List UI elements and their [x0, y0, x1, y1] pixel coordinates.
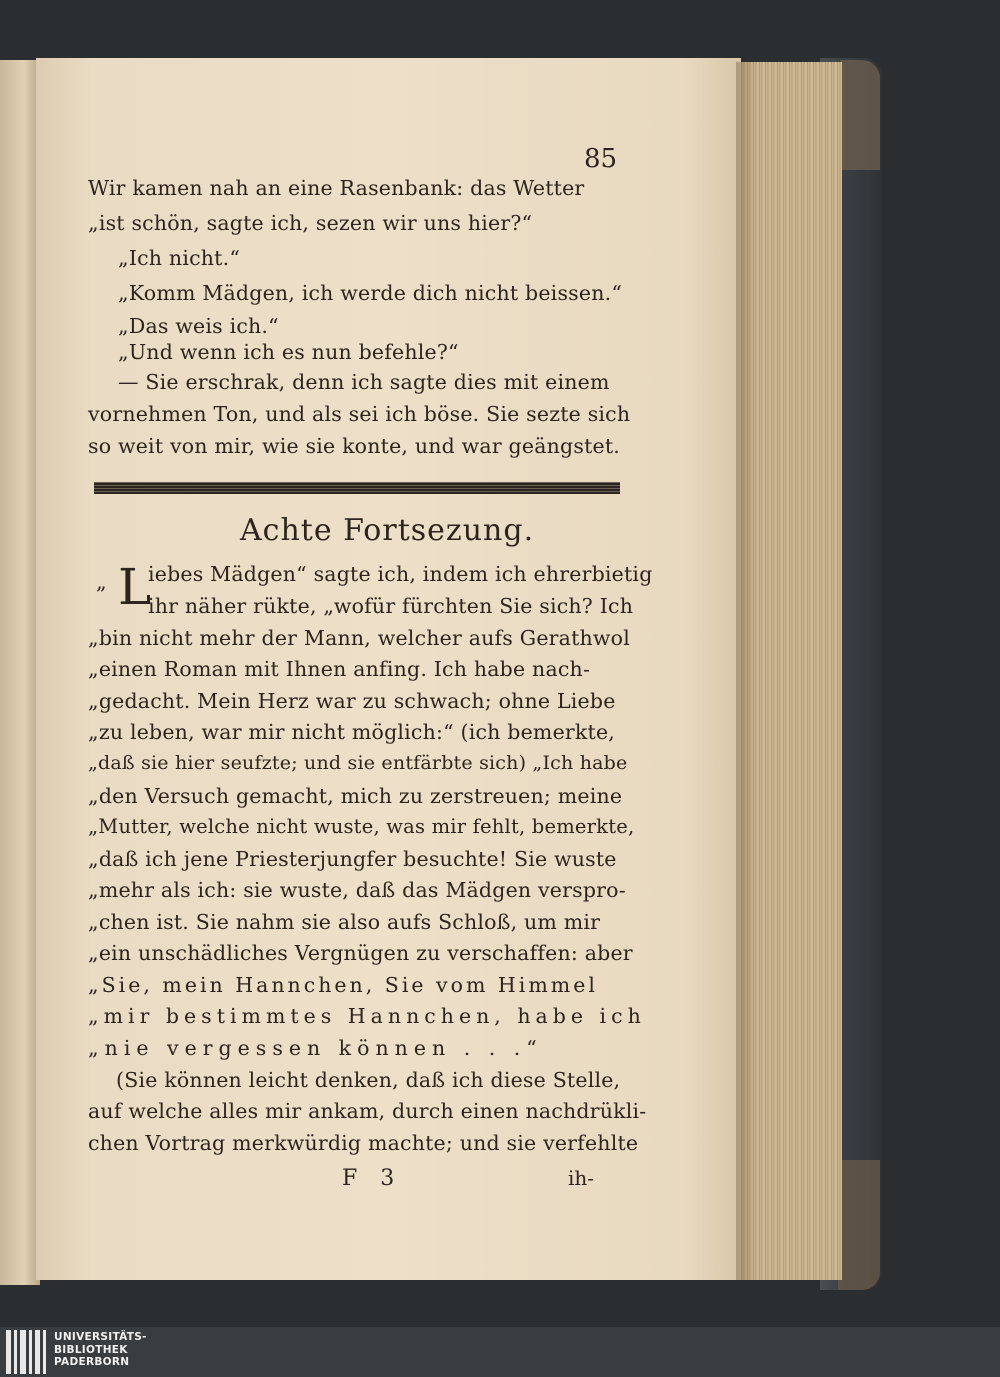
library-logo-text — [54, 1331, 147, 1369]
text-line: „Mutter, welche nicht wuste, was mir fehlt, bemerkte, — [88, 815, 635, 838]
text-line: „Komm Mädgen, ich werde dich nicht beissen.“ — [118, 281, 623, 305]
drop-cap-quote: „ — [96, 570, 107, 594]
text-line: „ein unschädliches Vergnügen zu verschaffen: aber — [88, 941, 633, 965]
logo-line: PADERBORN — [54, 1356, 130, 1368]
text-line: ihr näher rükte, „wofür fürchten Sie sich? Ich — [148, 594, 634, 618]
text-line: Wir kamen nah an eine Rasenbank: das Wetter — [88, 176, 585, 200]
drop-cap: L — [118, 558, 152, 616]
text-line: „gedacht. Mein Herz war zu schwach; ohne Liebe — [88, 689, 616, 713]
cover-corner-bottom — [838, 1160, 880, 1290]
text-line: „den Versuch gemacht, mich zu zerstreuen; meine — [88, 784, 623, 808]
section-heading: Achte Fortsezung. — [240, 513, 535, 548]
library-footer-bar — [0, 1327, 1000, 1377]
signature-mark: F 3 — [342, 1166, 403, 1191]
catchword: ih- — [568, 1166, 595, 1190]
text-line: chen Vortrag merkwürdig machte; und sie verfehlte — [88, 1131, 639, 1155]
text-line: „ist schön, sagte ich, sezen wir uns hier?“ — [88, 211, 533, 235]
text-line: „daß ich jene Priesterjungfer besuchte! Sie wuste — [88, 847, 617, 871]
library-logo-icon — [6, 1330, 48, 1374]
text-line: „nie vergessen können . . .“ — [88, 1036, 543, 1060]
text-line: „Und wenn ich es nun befehle?“ — [118, 340, 459, 364]
text-line: vornehmen Ton, und als sei ich böse. Sie sezte sich — [88, 402, 631, 426]
text-line: „zu leben, war mir nicht möglich:“ (ich bemerkte, — [88, 720, 616, 744]
logo-line: UNIVERSITÄTS- — [54, 1331, 147, 1343]
text-line: „einen Roman mit Ihnen anfing. Ich habe nach- — [88, 657, 591, 681]
text-line: iebes Mädgen“ sagte ich, indem ich ehrerbietig — [148, 562, 653, 586]
page-number: 85 — [584, 144, 618, 174]
text-line: „mir bestimmtes Hannchen, habe ich — [88, 1004, 646, 1028]
text-line: „bin nicht mehr der Mann, welcher aufs Gerathwol — [88, 626, 630, 650]
left-page-edge — [0, 60, 40, 1285]
cover-corner-top — [840, 60, 880, 170]
text-line: (Sie können leicht denken, daß ich diese Stelle, — [116, 1068, 621, 1092]
text-line: „mehr als ich: sie wuste, daß das Mädgen verspro- — [88, 878, 626, 902]
text-line: „Das weis ich.“ — [118, 314, 279, 338]
text-line: auf welche alles mir ankam, durch einen nachdrükli- — [88, 1099, 647, 1123]
page-edge-shadow — [736, 62, 756, 1280]
text-line: „Sie, mein Hannchen, Sie vom Himmel — [88, 973, 598, 997]
text-line: „chen ist. Sie nahm sie also aufs Schloß, um mir — [88, 910, 601, 934]
text-line: „daß sie hier seufzte; und sie entfärbte sich) „Ich habe — [88, 752, 628, 774]
logo-line: BIBLIOTHEK — [54, 1343, 128, 1356]
text-line: so weit von mir, wie sie konte, und war geängstet. — [88, 434, 621, 458]
text-line: — Sie erschrak, denn ich sagte dies mit einem — [118, 370, 610, 394]
section-rule — [94, 482, 620, 494]
text-line: „Ich nicht.“ — [118, 246, 240, 270]
